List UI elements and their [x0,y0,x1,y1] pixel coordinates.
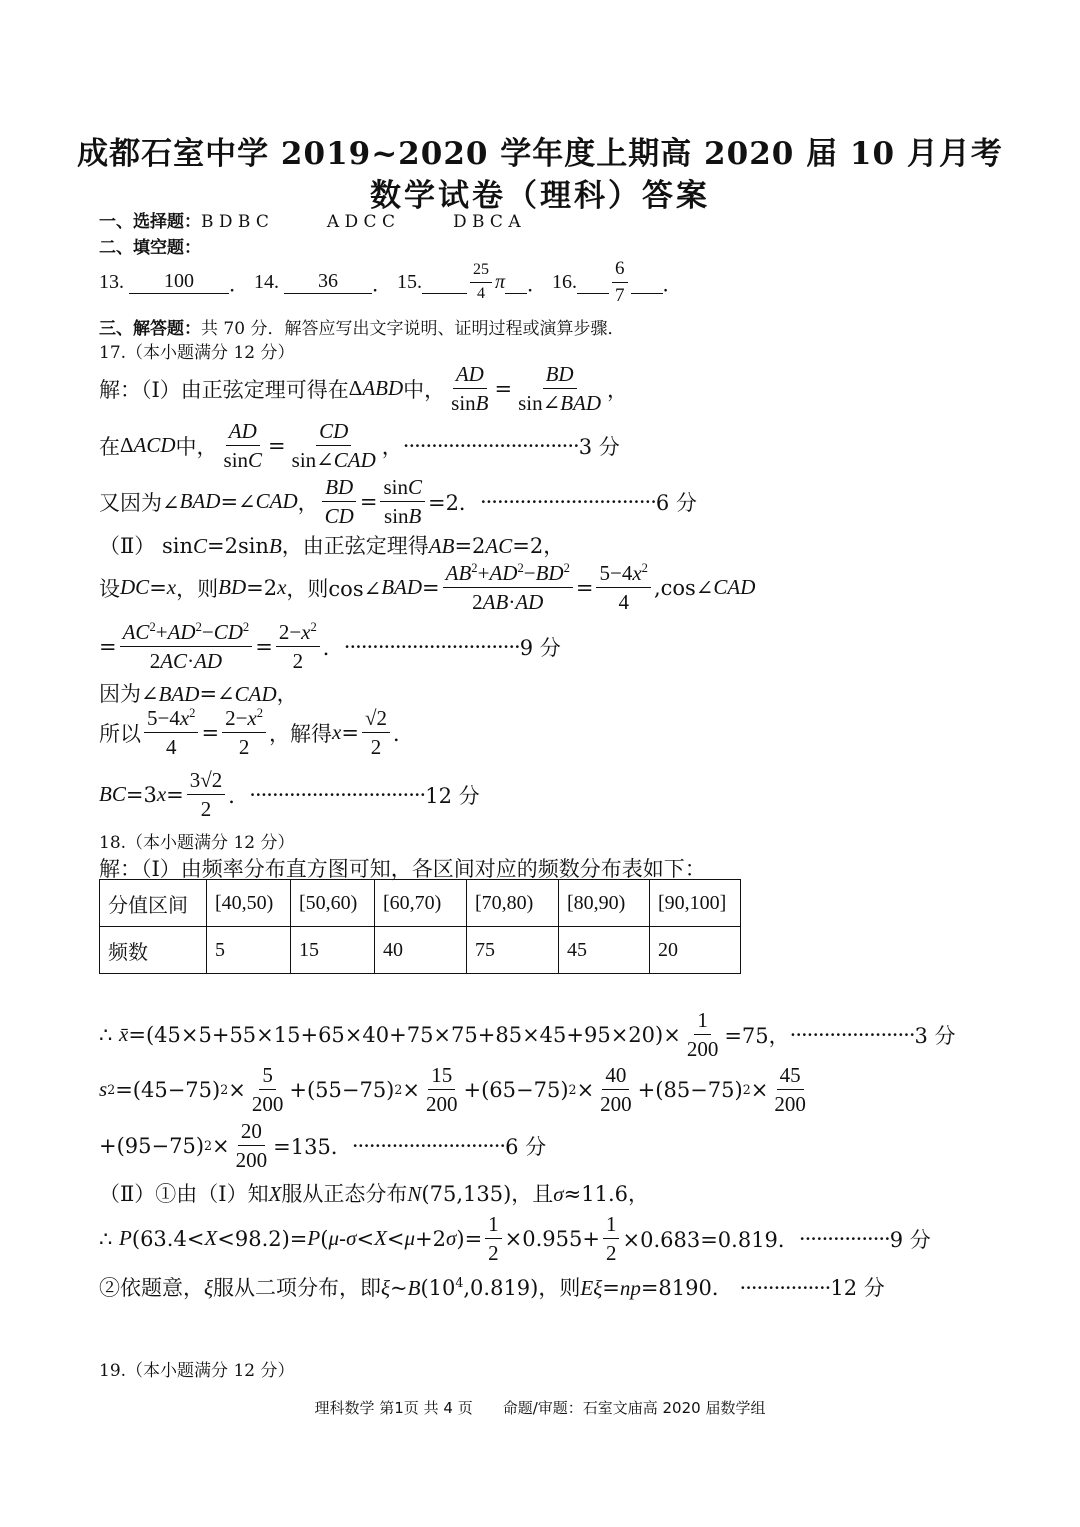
table-cell: [90,100] [650,880,741,927]
section-label: 一、选择题： [99,212,201,232]
q18-part2-line3: ②依题意，ξ服从二项分布，即$\xi\sim B(10^4,0.819)$，则Eξ=np=8190． ················12 分 [99,1275,885,1300]
score-mark: 12 分 [425,783,480,808]
q15-number: 15. [397,270,422,293]
q17-heading: 17.（本小题满分 12 分） [99,343,295,363]
q17-line2: 在 Δ ACD 中， $\frac{AD}{\sin C}$ = $\frac{CD}{\text{sin∠CAD}}$ ， ······························· 3 分 [99,419,620,473]
table-cell: [50,60) [291,880,375,927]
q17-line7: 因为∠BAD=∠CAD， [99,682,298,706]
q18-variance-line2: +(95−75) 2 × $\frac{20}{200}$ =135． ··························· 6 分 [99,1119,547,1173]
q18-part2-line2: ∴ P (63.4< X <98.2)= P ( μ - σ < X < μ +2 σ )= $\frac{1}{2}$ ×0.955+ $\frac{1}{2}$ ×0.683=0.819． ················ 9 分 [99,1212,931,1266]
q19-heading: 19.（本小题满分 12 分） [99,1361,295,1381]
fill-in-answers: 13. 100 ． 14. 36 ． 15. $\frac{25}{4}$ π ． 16. $\frac{6}{7}$ ． [99,258,683,306]
q18-heading: 18.（本小题满分 12 分） [99,833,295,853]
q18-intro: 解：（Ⅰ）由频率分布直方图可知，各区间对应的频数分布表如下： [99,857,706,881]
score-mark: 6 分 [505,1134,547,1159]
page-title: 成都石室中学 2019~2020 学年度上期高 2020 届 10 月月考 [77,136,1003,172]
score-mark: 12 分 [830,1276,885,1300]
answers-5-8: A D C C [326,212,395,232]
q17-line3: 又因为∠ BAD =∠ CAD ， $\frac{BD}{CD}$ = $\frac{\sin C}{\sin B}$ =2． ······························· 6 分 [99,475,697,529]
answers-1-4: B D B C [201,212,269,232]
table-cell: [40,50) [207,880,291,927]
score-mark: 9 分 [519,635,561,660]
q16-number: 16. [552,270,578,293]
table-row-header: 分值区间 [100,880,207,927]
q15-answer: $\frac{25}{4}$ [470,261,492,303]
score-mark: 9 分 [889,1227,931,1252]
q17-line9: BC =3 x = $\frac{3√2}{2}$ ． ······························· 12 分 [99,768,480,822]
table-cell: 40 [375,927,467,974]
table-cell: [70,80) [467,880,559,927]
q18-mean-line: ∴ x̄ =(45×5+55×15+65×40+75×75+85×45+95×20)× $\frac{1}{200}$ =75， ······················ 3 分 [99,1008,956,1062]
table-cell: 5 [207,927,291,974]
answers-9-12: D B C A [452,212,521,232]
q17-line5: 设 DC = x ，则 BD =2 x ，则cos∠ BAD = $\frac{AB^2+AD^2-BD^2}{2AB\cdot AD}$ = $\frac{5-4x^2}{4}$ ,cos∠ CAD [99,561,756,615]
q13-answer: 100 [129,270,229,294]
q14-number: 14. [254,270,279,293]
q18-variance-line1: s 2 =(45−75) 2 × $\frac{5}{200}$ +(55−75) 2 × $\frac{15}{200}$ +(65−75) 2 × $\frac{40}{200}$ +(85−75) 2 × $\frac{45}{200}$ [99,1063,806,1117]
q17-line8: 所以 $\frac{5-4x^2}{4}$ = $\frac{2-x^2}{2}$ ，解得 x = $\frac{√2}{2}$ ． [99,706,415,760]
q16-answer: $\frac{6}{7}$ [612,258,628,307]
frequency-table [99,879,741,974]
q17-line1: 解：（Ⅰ）由正弦定理可得在 Δ ABD 中， $\frac{AD}{\sin B}$ = $\frac{BD}{\text{sin∠BAD}}$ ， [99,362,629,416]
q18-part2-line1: （Ⅱ）①由（Ⅰ）知X服从正态分布N(75,135)，且σ≈11.6， [99,1182,650,1206]
q14-answer: 36 [284,270,372,294]
q17-line4: （Ⅱ） sinC=2sinB，由正弦定理得AB=2AC=2， [99,534,565,558]
table-cell: [60,70) [375,880,467,927]
fill-in-section-label: 二、填空题： [99,238,201,258]
table-row [100,880,741,927]
score-mark: 3 分 [578,434,620,459]
table-row [100,927,741,974]
table-cell: 15 [291,927,375,974]
table-cell: [80,90) [559,880,650,927]
q17-line6: = $\frac{AC^2+AD^2-CD^2}{2AC\cdot AD}$ = $\frac{2-x^2}{2}$ ． ······························· 9 分 [99,620,561,674]
section-label: 三、解答题： [99,319,201,339]
score-mark: 6 分 [655,490,697,515]
multiple-choice-answers [99,207,521,232]
table-row-header: 频数 [100,927,207,974]
q13-number: 13. [99,270,124,293]
page-subtitle: 数学试卷（理科）答案 [370,178,710,214]
table-cell: 20 [650,927,741,974]
solutions-section-header [99,314,624,339]
table-cell: 75 [467,927,559,974]
score-mark: 3 分 [914,1023,956,1048]
section-instructions: 共 70 分．解答应写出文字说明、证明过程或演算步骤． [201,319,625,339]
table-cell: 45 [559,927,650,974]
page-footer: 理科数学 第1页 共 4 页 命题/审题：石室文庙高 2020 届数学组 [314,1399,766,1417]
